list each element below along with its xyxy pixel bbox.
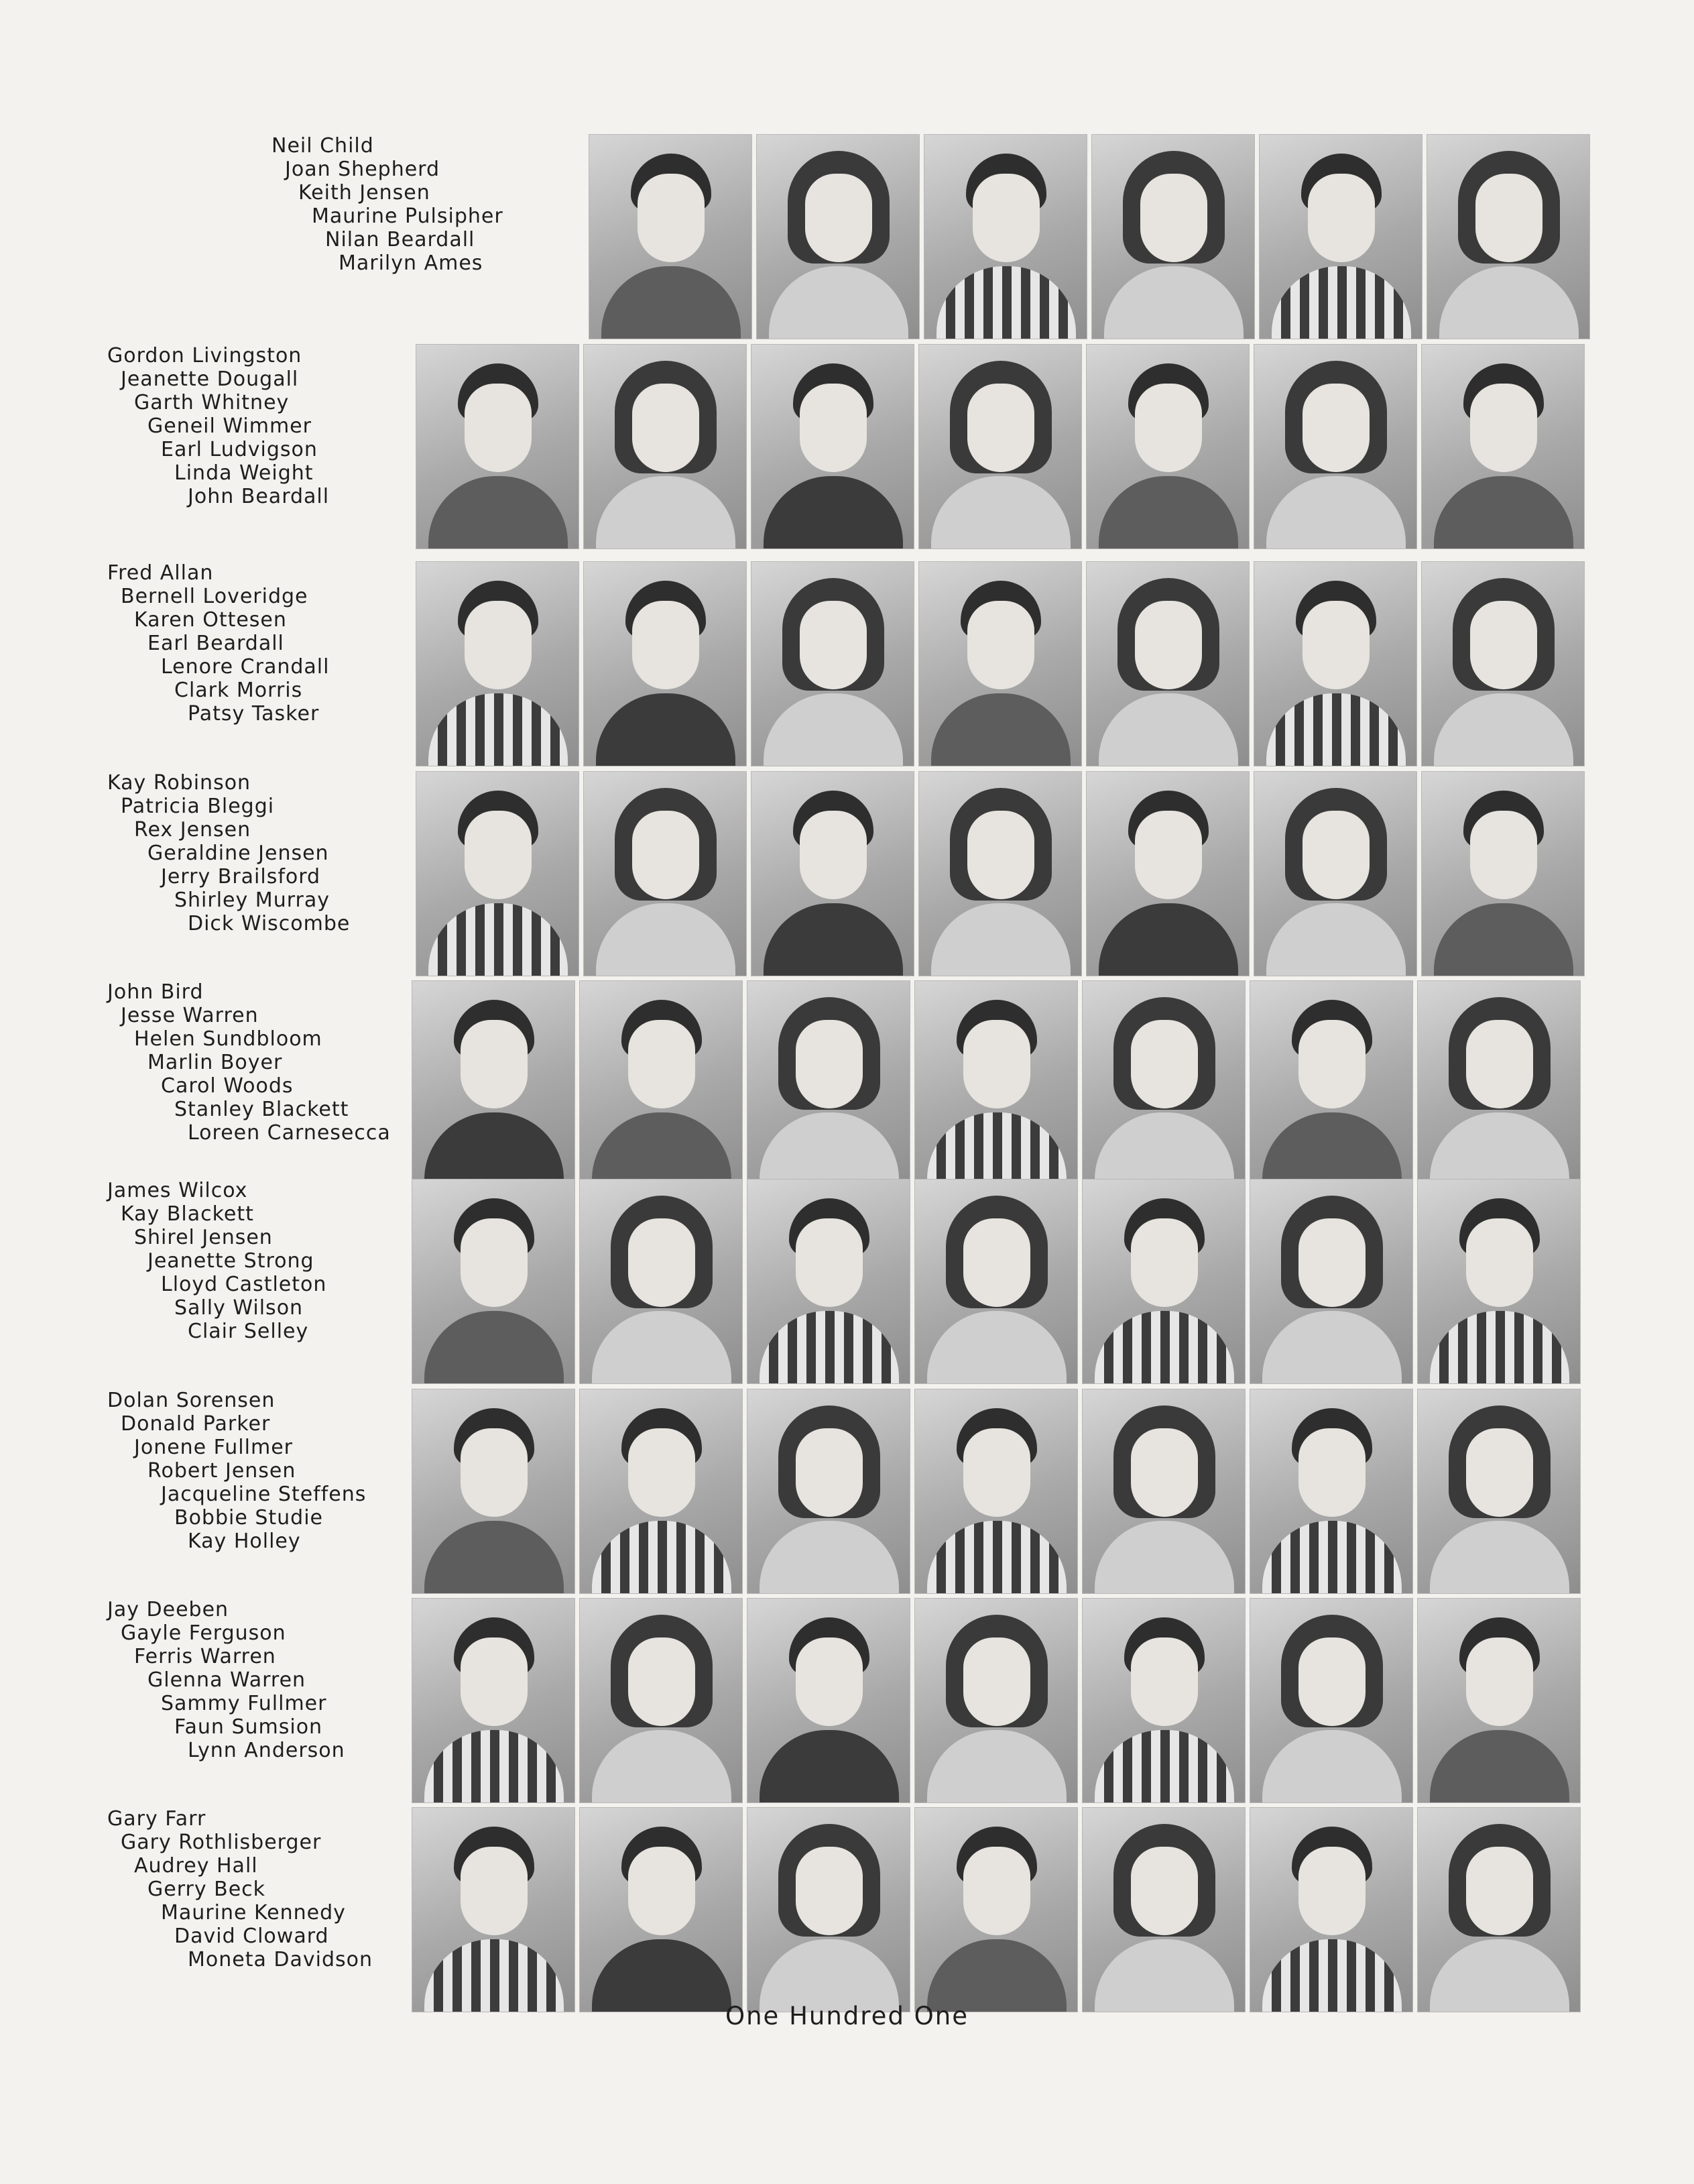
student-name: Shirley Murray [174,888,330,912]
portrait-strip [416,771,1585,976]
student-portrait [412,980,575,1186]
student-name: Jerry Brailsford [161,865,321,888]
student-name: Jonene Fullmer [134,1436,293,1459]
student-portrait [1417,1598,1581,1803]
student-portrait [924,134,1087,339]
student-portrait [1086,771,1250,976]
student-portrait [1250,1179,1413,1384]
portrait-strip [412,980,1581,1186]
student-name: Jeanette Strong [147,1249,314,1273]
student-portrait [416,344,579,549]
student-name: Earl Beardall [147,632,284,655]
student-portrait [1254,771,1417,976]
student-portrait [1250,1389,1413,1594]
student-portrait [1082,1179,1246,1384]
student-name: Clark Morris [174,679,303,702]
student-portrait [918,561,1082,766]
student-portrait [747,1598,910,1803]
student-portrait [751,561,914,766]
student-name: Fred Allan [107,561,214,585]
student-portrait [579,980,743,1186]
student-name: Clair Selley [188,1320,309,1343]
student-portrait [1417,1179,1581,1384]
student-portrait [914,1179,1078,1384]
student-portrait [583,344,747,549]
student-portrait [1259,134,1423,339]
student-portrait [914,1389,1078,1594]
name-list [107,1179,326,1343]
name-list [107,980,391,1145]
student-name: Linda Weight [174,461,314,485]
student-name: Shirel Jensen [134,1226,273,1249]
name-list [107,1807,373,1971]
student-name: Geneil Wimmer [147,414,312,438]
student-name: Patsy Tasker [188,702,320,726]
student-name: Maurine Kennedy [161,1901,346,1924]
student-name: Robert Jensen [147,1459,296,1483]
student-name: Ferris Warren [134,1645,276,1668]
student-name: Donald Parker [121,1412,271,1436]
student-portrait [1417,1389,1581,1594]
student-portrait [918,344,1082,549]
student-portrait [747,1807,910,2012]
student-name: Faun Sumsion [174,1715,323,1739]
student-name: Audrey Hall [134,1854,258,1878]
student-name: Patricia Bleggi [121,795,275,818]
student-portrait [914,980,1078,1186]
student-name: Kay Blackett [121,1202,254,1226]
student-portrait [914,1598,1078,1803]
portrait-strip [416,344,1585,549]
student-name: David Cloward [174,1924,329,1948]
portrait-strip [412,1807,1581,2012]
portrait-strip [589,134,1590,339]
student-name: Rex Jensen [134,818,251,842]
student-name: James Wilcox [107,1179,248,1202]
student-portrait [1082,1807,1246,2012]
student-name: Bernell Loveridge [121,585,308,608]
student-name: Gary Farr [107,1807,206,1831]
student-name: Keith Jensen [298,181,430,205]
student-portrait [1082,980,1246,1186]
portrait-strip [416,561,1585,766]
student-name: Glenna Warren [147,1668,306,1692]
student-portrait [1417,980,1581,1186]
student-name: Gary Rothlisberger [121,1831,322,1854]
student-name: Gayle Ferguson [121,1621,286,1645]
student-name: Geraldine Jensen [147,842,329,865]
student-portrait [914,1807,1078,2012]
student-name: Karen Ottesen [134,608,287,632]
student-portrait [1082,1389,1246,1594]
student-portrait [583,561,747,766]
student-name: Nilan Beardall [325,228,475,251]
student-portrait [1082,1598,1246,1803]
student-name: Jeanette Dougall [121,367,299,391]
student-name: Gerry Beck [147,1878,266,1901]
student-portrait [416,771,579,976]
student-portrait [412,1389,575,1594]
portrait-strip [412,1598,1581,1803]
student-portrait [1086,344,1250,549]
student-portrait [412,1807,575,2012]
student-name: Gordon Livingston [107,344,302,367]
student-name: Garth Whitney [134,391,290,414]
student-name: Sammy Fullmer [161,1692,327,1715]
student-name: Sally Wilson [174,1296,304,1320]
student-name: Marlin Boyer [147,1051,283,1074]
student-name: John Beardall [188,485,330,508]
name-list [107,1389,366,1553]
student-name: Moneta Davidson [188,1948,373,1971]
student-portrait [918,771,1082,976]
student-portrait [1421,344,1585,549]
portrait-strip [412,1179,1581,1384]
student-name: Carol Woods [161,1074,294,1098]
student-name: Earl Ludvigson [161,438,318,461]
student-name: Neil Child [271,134,374,158]
student-name: Loreen Carnesecca [188,1121,391,1145]
student-portrait [412,1598,575,1803]
student-name: Maurine Pulsipher [312,205,503,228]
student-name: Lynn Anderson [188,1739,345,1762]
student-name: Marilyn Ames [339,251,483,275]
student-portrait [1421,771,1585,976]
name-list [107,561,329,726]
student-portrait [1427,134,1590,339]
student-portrait [1086,561,1250,766]
name-list [107,771,350,935]
student-portrait [1091,134,1255,339]
student-name: John Bird [107,980,204,1004]
student-portrait [747,980,910,1186]
student-portrait [412,1179,575,1384]
student-name: Joan Shepherd [285,158,440,181]
student-portrait [751,771,914,976]
student-portrait [1250,980,1413,1186]
student-portrait [1254,561,1417,766]
student-name: Helen Sundbloom [134,1027,322,1051]
student-portrait [747,1389,910,1594]
page-number-caption: One Hundred One [725,2002,969,2030]
portrait-strip [412,1389,1581,1594]
student-name: Kay Robinson [107,771,251,795]
student-name: Jesse Warren [121,1004,259,1027]
name-list [271,134,503,275]
student-portrait [416,561,579,766]
student-portrait [579,1179,743,1384]
name-list [107,344,329,508]
student-portrait [1417,1807,1581,2012]
student-portrait [751,344,914,549]
student-portrait [1254,344,1417,549]
student-name: Lloyd Castleton [161,1273,327,1296]
student-portrait [756,134,920,339]
student-name: Bobbie Studie [174,1506,324,1530]
student-portrait [579,1598,743,1803]
student-portrait [579,1807,743,2012]
student-portrait [1250,1807,1413,2012]
student-portrait [589,134,752,339]
student-name: Jay Deeben [107,1598,229,1621]
student-portrait [1250,1598,1413,1803]
student-portrait [579,1389,743,1594]
student-portrait [747,1179,910,1384]
student-name: Dolan Sorensen [107,1389,276,1412]
student-portrait [1421,561,1585,766]
student-name: Jacqueline Steffens [161,1483,367,1506]
name-list [107,1598,345,1762]
student-name: Kay Holley [188,1530,301,1553]
student-name: Lenore Crandall [161,655,330,679]
student-name: Dick Wiscombe [188,912,351,935]
student-portrait [583,771,747,976]
student-name: Stanley Blackett [174,1098,349,1121]
